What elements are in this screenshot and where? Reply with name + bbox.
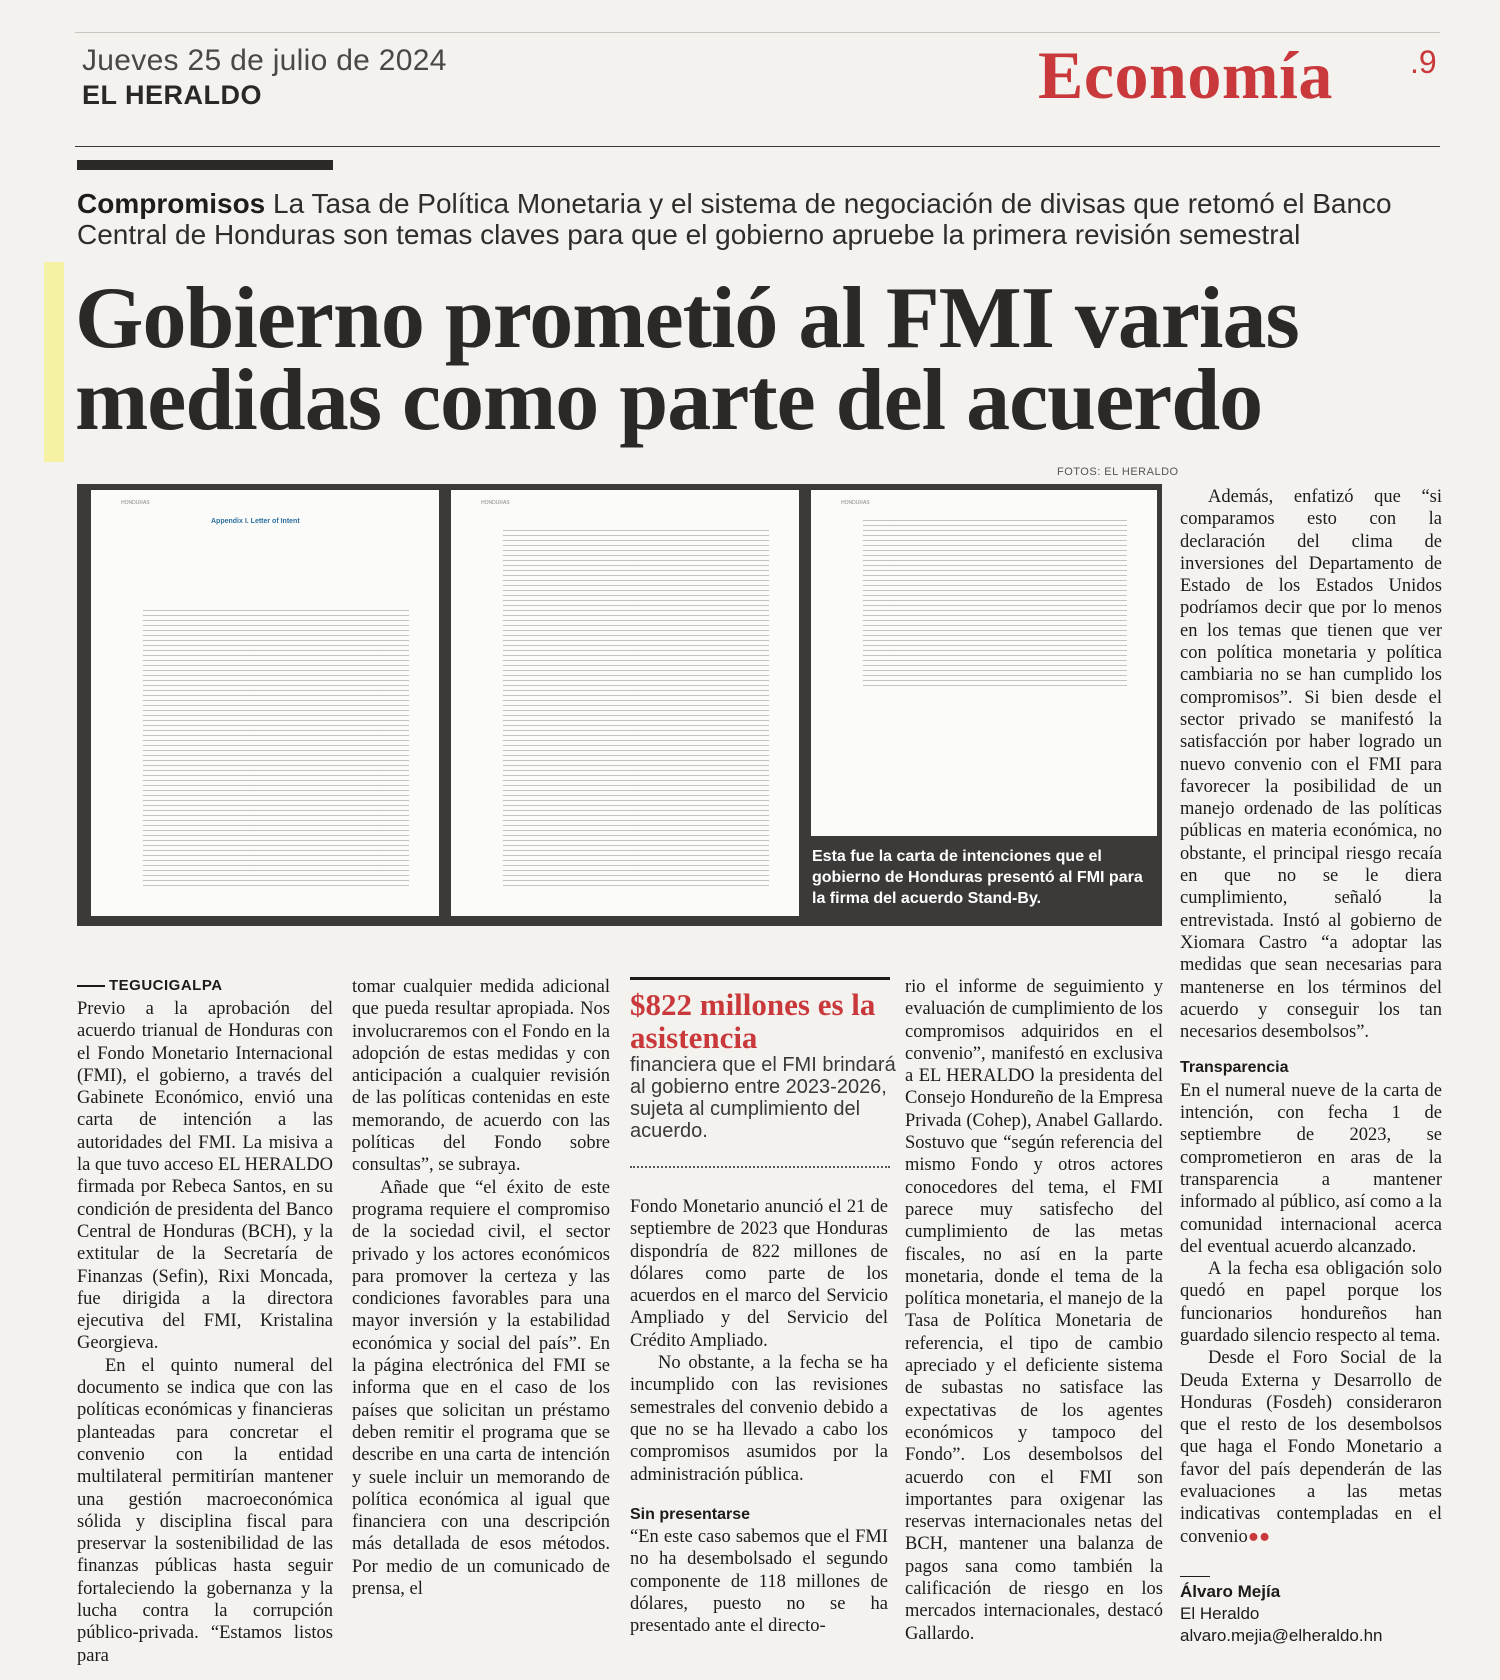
document-page-3	[811, 490, 1157, 836]
document-header: HONDURAS	[481, 500, 510, 506]
document-text-lines	[503, 530, 769, 890]
photo-credit: FOTOS: EL HERALDO	[1057, 466, 1179, 478]
dateline-dash	[77, 985, 105, 987]
paragraph: Además, enfatizó que “si comparamos esto con la declaración del clima de inversiones del Departamento de Estado de los Estados Unidos podríamos decir que por lo menos en los temas que tienen que ver con política monetaria y política cambiaria no se han cumplido los compromisos”. Si bien desde el sector privado se manifestó la satisfacción por haber logrado un nuevo convenio con el FMI para favorecer la posibilidad de un manejo ordenado de las políticas públicas en materia económica, no obstante, el principal riesgo recaía en que no se le diera cumplimiento, señaló la entrevistada. Instó al gobierno de Xiomara Castro “a adoptar las medidas que sean necesarias para mantenerse en los términos del acuerdo y conseguir los tan necesarios desembolsos”.	[1180, 487, 1442, 1043]
paragraph	[1180, 1347, 1442, 1548]
header-rule	[75, 146, 1440, 147]
kicker-bar	[77, 160, 333, 170]
dateline-text: TEGUCIGALPA	[109, 977, 223, 994]
paragraph: Fondo Monetario anunció el 21 de septiembre de 2023 que Honduras dispondría de 822 millones de dólares como parte de los acuerdos en el marco del Servicio Ampliado y del Servicio del Crédito Ampliado.	[630, 1197, 888, 1351]
document-header: HONDURAS	[121, 500, 150, 506]
article-column-3	[630, 1196, 888, 1638]
document-header: HONDURAS	[841, 500, 870, 506]
newspaper-name: EL HERALDO	[82, 80, 263, 110]
article-column-1	[77, 998, 333, 1667]
top-rule	[75, 32, 1440, 33]
article-column-4	[905, 976, 1163, 1645]
document-page-1	[91, 490, 439, 916]
callout-bar	[630, 977, 890, 980]
headline: Gobierno prometió al FMI varias medidas como parte del acuerdo	[75, 270, 1299, 449]
document-page-2	[451, 490, 799, 916]
photo-caption: Esta fue la carta de intenciones que el gobierno de Honduras presentó al FMI para la firma del acuerdo Stand-By.	[812, 848, 1143, 907]
issue-date: Jueves 25 de julio de 2024	[82, 44, 447, 77]
kicker-text: La Tasa de Política Monetaria y el sistema de negociación de divisas que retomó el Banco Central de Honduras son temas claves para que el gobierno apruebe la primera revisión semestral	[77, 188, 1392, 250]
subhead-transparencia: Transparencia	[1180, 1059, 1289, 1077]
paragraph-text: Desde el Foro Social de la Deuda Externa y Desarrollo de Honduras (Fosdeh) consideraron que el resto de los desembolsos que haga el Fondo Monetario a favor del país dependerán de las evaluaciones a las metas indicativas contempladas en el convenio	[1180, 1348, 1442, 1547]
paragraph: Añade que “el éxito de este programa requiere el compromiso de la sociedad civil, el sector privado y los actores económicos para promover la certeza y las condiciones favorables para una mayor inversión y la estabilidad económica y social del país”. En la página electrónica del FMI se informa que en el caso de los países que solicitan un préstamo deben remitir el programa que se describe en una carta de intención y suele incluir un memorando de política económica al igual que financiera con una descripción más detallada de esos métodos. Por medio de un comunicado de prensa, el	[352, 1177, 610, 1600]
callout-divider	[630, 1166, 890, 1168]
author-name: Álvaro Mejía	[1180, 1582, 1281, 1601]
article-column-5	[1180, 486, 1442, 1548]
byline	[1180, 1576, 1382, 1647]
paragraph: A la fecha esa obligación solo quedó en papel porque los funcionarios hondureños han guardado silencio respecto al tema.	[1180, 1259, 1442, 1346]
byline-rule	[1180, 1576, 1210, 1577]
callout-figure: $822 millones es la asistencia	[630, 987, 876, 1055]
author-email: alvaro.mejia@elheraldo.hn	[1180, 1626, 1383, 1645]
kicker-label: Compromisos	[77, 188, 266, 219]
page-number: .9	[1410, 44, 1437, 80]
dateline	[77, 977, 223, 994]
article-column-2	[352, 976, 610, 1600]
end-mark-icon: ●●	[1247, 1526, 1271, 1547]
subhead-sin-presentarse: Sin presentarse	[630, 1505, 751, 1523]
kicker	[77, 188, 1407, 250]
document-text-lines	[863, 520, 1127, 686]
paragraph: Previo a la aprobación del acuerdo trianual de Honduras con el Fondo Monetario Internacional (FMI), el gobierno, a través del Gabinete Económico, envió una carta de intención a las autoridades del FMI. La misiva a la que tuvo acceso EL HERALDO firmada por Rebeca Santos, en su condición de presidenta del Banco Central de Honduras (BCH), y la extitular de la Secretaría de Finanzas (Sefin), Rixi Moncada, fue dirigida a la directora ejecutiva del FMI, Kristalina Georgieva.	[77, 999, 333, 1354]
paragraph: tomar cualquier medida adicional que pueda resultar apropiada. Nos involucraremos con el Fondo en la adopción de estas medidas y con anticipación a cualquier revisión de las políticas contenidas en este memorando, de acuerdo con las políticas del Fondo sobre consultas”, se subraya.	[352, 977, 610, 1176]
paragraph: En el numeral nueve de la carta de intención, con fecha 1 de septiembre de 2023, se comprometieron en aras de la transparencia a mantener informado al público, así como a la comunidad internacional acerca del eventual acuerdo alcanzado.	[1180, 1080, 1442, 1257]
document-text-lines	[143, 610, 409, 890]
paragraph: En el quinto numeral del documento se indica que con las políticas económicas y financieras planteadas para concretar el convenio con la entidad multilateral permitirían mantener una gestión macroeconómica sólida y disciplina fiscal para preservar la sostenibilidad de las finanzas públicas hasta seguir fortaleciendo la gobernanza y la lucha contra la corrupción público-privada. “Estamos listos para	[77, 1355, 333, 1666]
paragraph: “En este caso sabemos que el FMI no ha desembolsado el segundo componente de 118 millones de dólares, puesto no se ha presentado ante el directo-	[630, 1527, 888, 1637]
paragraph: No obstante, a la fecha se ha incumplido con las revisiones semestrales del convenio debido a que no se ha llevado a cabo los compromisos asumidos por la administración pública.	[630, 1353, 888, 1485]
document-title: Appendix I. Letter of Intent	[211, 518, 300, 525]
highlighter-mark	[44, 262, 64, 462]
section-title: Economía	[1038, 37, 1333, 113]
callout-text: financiera que el FMI brindará al gobierno entre 2023-2026, sujeta al cumplimiento del acuerdo.	[630, 1054, 896, 1142]
paragraph: rio el informe de seguimiento y evaluación de cumplimiento de los compromisos adquiridos en el convenio”, manifestó en exclusiva a EL HERALDO la presidenta del Consejo Hondureño de la Empresa Privada (Cohep), Anabel Gallardo. Sostuvo que “según referencia del mismo Fondo y otros actores conocedores del tema, el FMI parece muy satisfecho del cumplimiento de las metas fiscales, no así en la parte monetaria, donde el tema de la política monetaria, el manejo de la Tasa de Política Monetaria de referencia, el tipo de cambio apreciado y el deficiente sistema de subastas no satisface las expectativas de los agentes económicos y tampoco del Fondo”. Los desembolsos del acuerdo con el FMI son importantes para oxigenar las reservas internacionales netas del BCH, mantener una balanza de pagos sana como también la calificación de riesgo en los mercados internacionales, destacó Gallardo.	[905, 977, 1163, 1644]
author-outlet: El Heraldo	[1180, 1604, 1260, 1623]
